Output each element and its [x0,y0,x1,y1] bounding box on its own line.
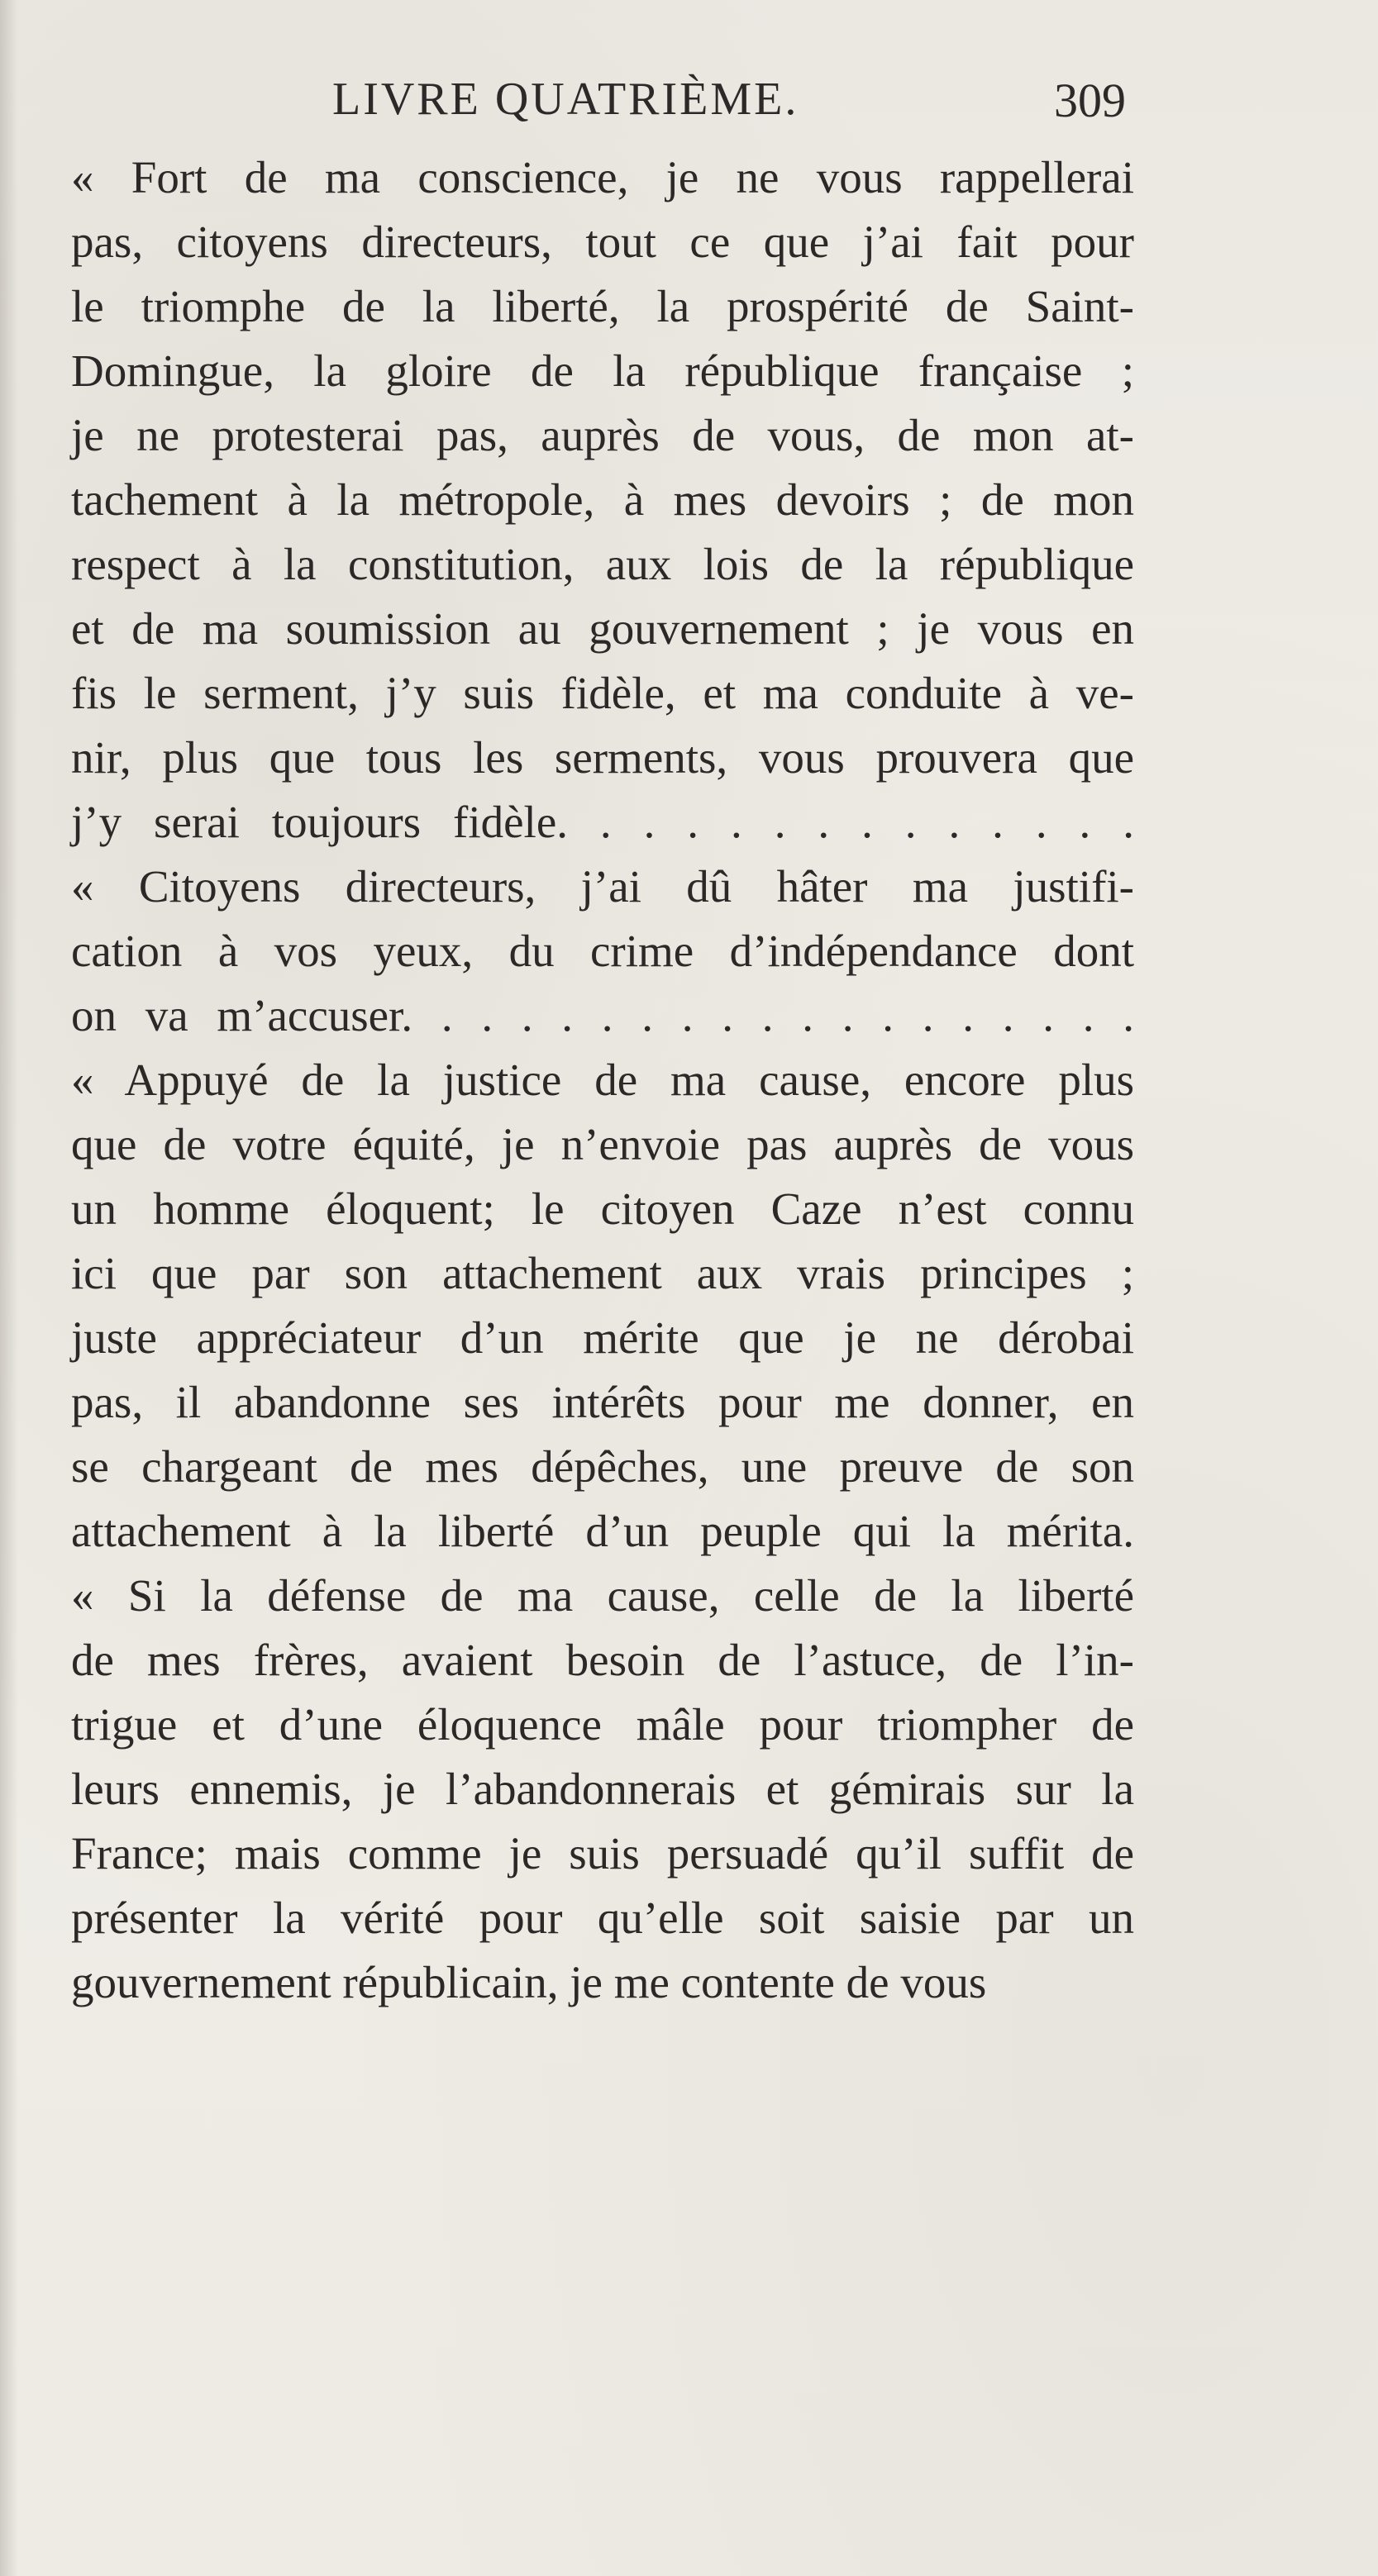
text-line: que de votre équité, je n’envoie pas auprès de vous [71,1119,1134,1169]
text-line: je ne protesterai pas, auprès de vous, de mon at- [71,410,1134,460]
page-header [76,73,1126,139]
running-head: LIVRE QUATRIÈME. [332,74,799,125]
text-line: gouvernement républicain, je me contente de vous [71,1957,987,2007]
page-binding-shadow [0,0,18,2576]
text-line: « Appuyé de la justice de ma cause, encore plus [71,1055,1134,1105]
text-line: « Si la défense de ma cause, celle de la liberté [71,1570,1134,1621]
text-line: se chargeant de mes dépêches, une preuve de son [71,1441,1134,1492]
text-line: cation à vos yeux, du crime d’indépendance dont [71,926,1134,976]
text-line: un homme éloquent; le citoyen Caze n’est connu [71,1183,1134,1234]
text-line: attachement à la liberté d’un peuple qui la mérita. [71,1506,1134,1556]
text-line: leurs ennemis, je l’abandonnerais et gémirais sur la [71,1764,1134,1814]
text-line: tachement à la métropole, à mes devoirs ; de mon [71,474,1134,525]
page-number: 309 [1054,74,1126,127]
text-line: Domingue, la gloire de la république française ; [71,345,1134,396]
text-line: juste appréciateur d’un mérite que je ne dérobai [71,1312,1134,1363]
body-text [71,145,1134,2015]
text-line: pas, citoyens directeurs, tout ce que j’ai fait pour [71,217,1134,267]
text-line: « Citoyens directeurs, j’ai dû hâter ma justifi- [71,861,1134,912]
text-line: fis le serment, j’y suis fidèle, et ma conduite à ve- [71,668,1134,718]
text-line: j’y serai toujours fidèle. . . . . . . . . . . . . . [71,797,1134,847]
text-line: ici que par son attachement aux vrais principes ; [71,1248,1134,1298]
text-line: France; mais comme je suis persuadé qu’il suffit de [71,1828,1134,1878]
text-line: pas, il abandonne ses intérêts pour me donner, en [71,1377,1134,1427]
text-line: présenter la vérité pour qu’elle soit saisie par un [71,1893,1134,1943]
text-line: nir, plus que tous les serments, vous prouvera que [71,732,1134,783]
text-line: le triomphe de la liberté, la prospérité de Saint- [71,281,1134,331]
text-line: et de ma soumission au gouvernement ; je vous en [71,603,1134,654]
text-line: « Fort de ma conscience, je ne vous rappellerai [71,152,1134,202]
text-line: on va m’accuser. . . . . . . . . . . . . . . . . . . [71,990,1134,1040]
text-line: respect à la constitution, aux lois de la république [71,539,1134,589]
text-line: trigue et d’une éloquence mâle pour triompher de [71,1699,1134,1750]
text-line: de mes frères, avaient besoin de l’astuce, de l’in- [71,1635,1134,1685]
